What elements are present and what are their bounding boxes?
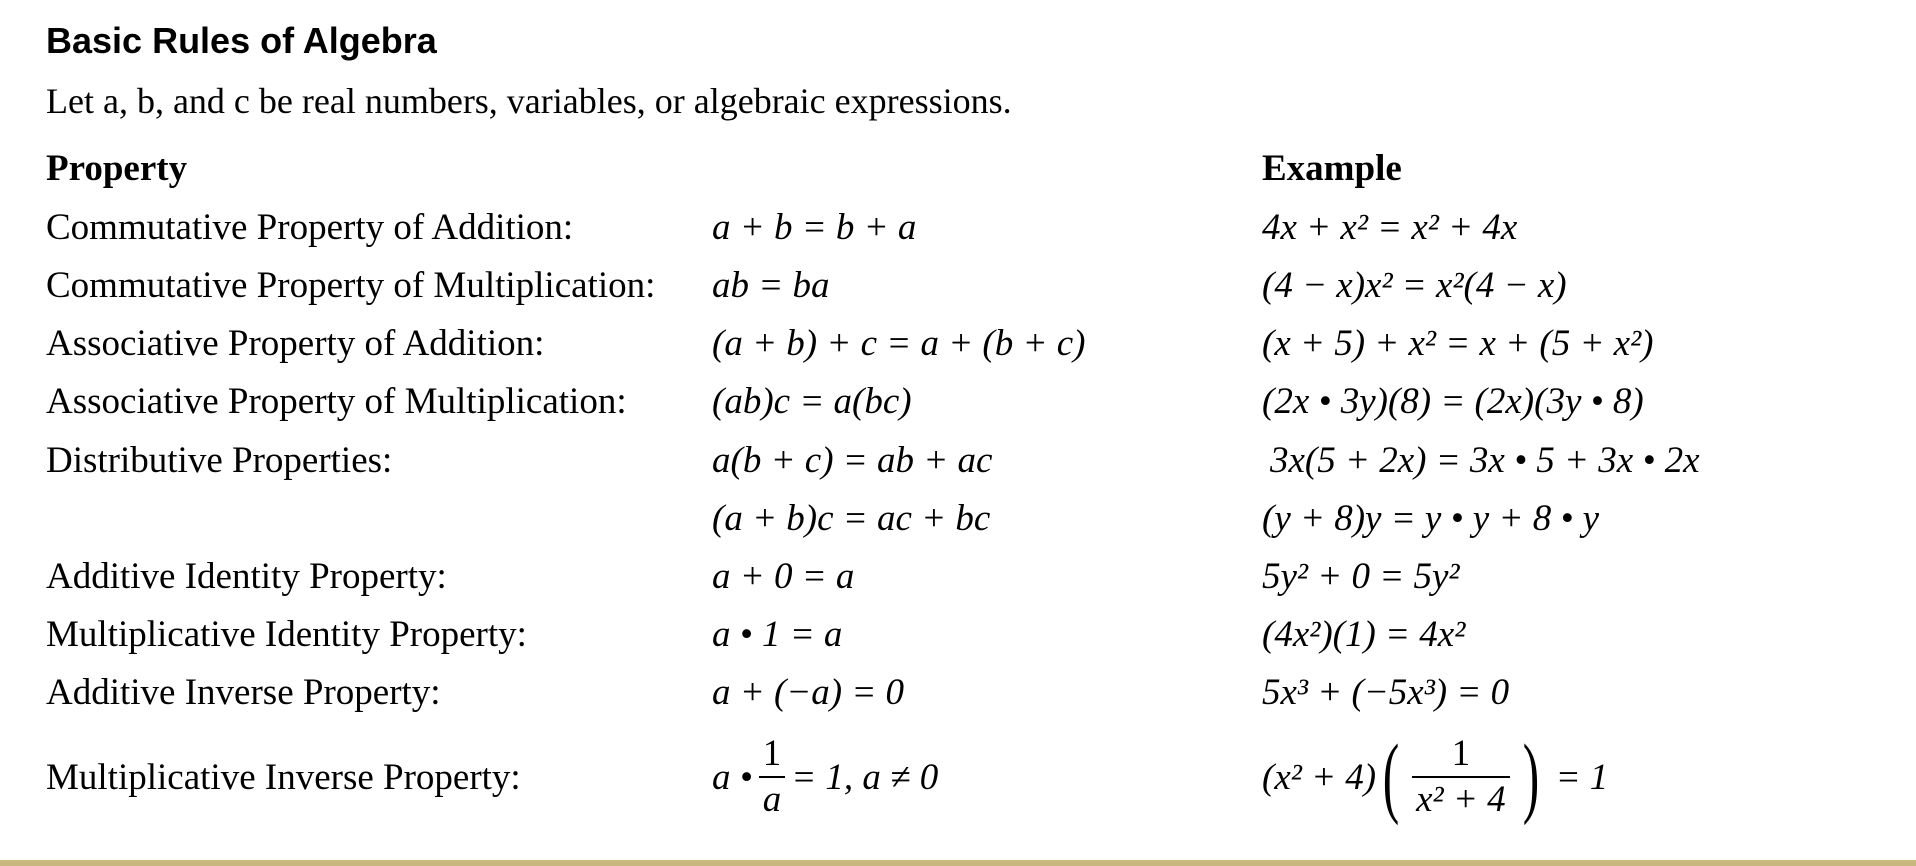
example-fraction xyxy=(1412,732,1509,822)
rule-prefix: a • xyxy=(712,756,753,798)
property-name: Associative Property of Addition: xyxy=(46,322,545,364)
example-prefix: (x² + 4) xyxy=(1262,756,1377,798)
rule-formula: (ab)c = a(bc) xyxy=(712,380,912,422)
example-formula: (y + 8)y = y • y + 8 • y xyxy=(1262,497,1600,539)
fraction-numerator: 1 xyxy=(1451,733,1471,774)
rule-row xyxy=(0,605,1916,663)
example-formula: 4x + x² = x² + 4x xyxy=(1262,206,1518,248)
property-name: Associative Property of Multiplication: xyxy=(46,380,627,422)
rule-formula: (a + b) + c = a + (b + c) xyxy=(712,322,1086,364)
rule-row xyxy=(0,256,1916,314)
example-formula: (x + 5) + x² = x + (5 + x²) xyxy=(1262,322,1654,364)
example-formula: (4 − x)x² = x²(4 − x) xyxy=(1262,264,1567,306)
property-name: Distributive Properties: xyxy=(46,439,393,481)
rule-formula: a • 1 = a xyxy=(712,613,843,655)
property-column-header: Property xyxy=(46,148,188,189)
property-name: Multiplicative Inverse Property: xyxy=(46,756,521,798)
rule-row xyxy=(0,489,1916,547)
rule-row xyxy=(0,372,1916,430)
example-formula: 3x(5 + 2x) = 3x • 5 + 3x • 2x xyxy=(1270,439,1700,481)
rule-row xyxy=(0,314,1916,372)
property-name: Additive Identity Property: xyxy=(46,555,447,597)
example-column-header: Example xyxy=(1262,148,1402,189)
right-paren-glyph: ) xyxy=(1522,727,1539,826)
fraction-denominator: x² + 4 xyxy=(1412,776,1509,822)
left-paren-glyph: ( xyxy=(1382,727,1400,826)
rule-row xyxy=(0,431,1916,489)
rule-fraction xyxy=(759,732,786,822)
bottom-divider xyxy=(0,860,1916,866)
example-formula: (4x²)(1) = 4x² xyxy=(1262,613,1466,655)
example-formula: 5x³ + (−5x³) = 0 xyxy=(1262,671,1510,713)
example-formula: 5y² + 0 = 5y² xyxy=(1262,555,1460,597)
rule-suffix: = 1, a ≠ 0 xyxy=(791,756,939,798)
property-name: Multiplicative Identity Property: xyxy=(46,613,527,655)
example-formula: (2x • 3y)(8) = (2x)(3y • 8) xyxy=(1262,380,1644,422)
example-formula xyxy=(1262,722,1608,832)
rule-row xyxy=(0,547,1916,605)
rule-row-multiplicative-inverse xyxy=(0,722,1916,832)
page-title: Basic Rules of Algebra xyxy=(46,20,437,61)
rule-formula xyxy=(712,722,938,832)
fraction-numerator: 1 xyxy=(762,733,782,774)
property-name: Commutative Property of Multiplication: xyxy=(46,264,656,306)
property-name: Additive Inverse Property: xyxy=(46,671,441,713)
rule-row xyxy=(0,198,1916,256)
rule-formula: a + (−a) = 0 xyxy=(712,671,905,713)
example-suffix: = 1 xyxy=(1555,756,1609,798)
rule-formula: ab = ba xyxy=(712,264,830,306)
rule-formula: a(b + c) = ab + ac xyxy=(712,439,993,481)
property-name: Commutative Property of Addition: xyxy=(46,206,574,248)
rule-row xyxy=(0,663,1916,721)
fraction-denominator: a xyxy=(759,776,786,822)
intro-text: Let a, b, and c be real numbers, variables, or algebraic expressions. xyxy=(46,81,1012,121)
rule-formula: a + 0 = a xyxy=(712,555,855,597)
rule-formula: a + b = b + a xyxy=(712,206,917,248)
rule-formula: (a + b)c = ac + bc xyxy=(712,497,991,539)
